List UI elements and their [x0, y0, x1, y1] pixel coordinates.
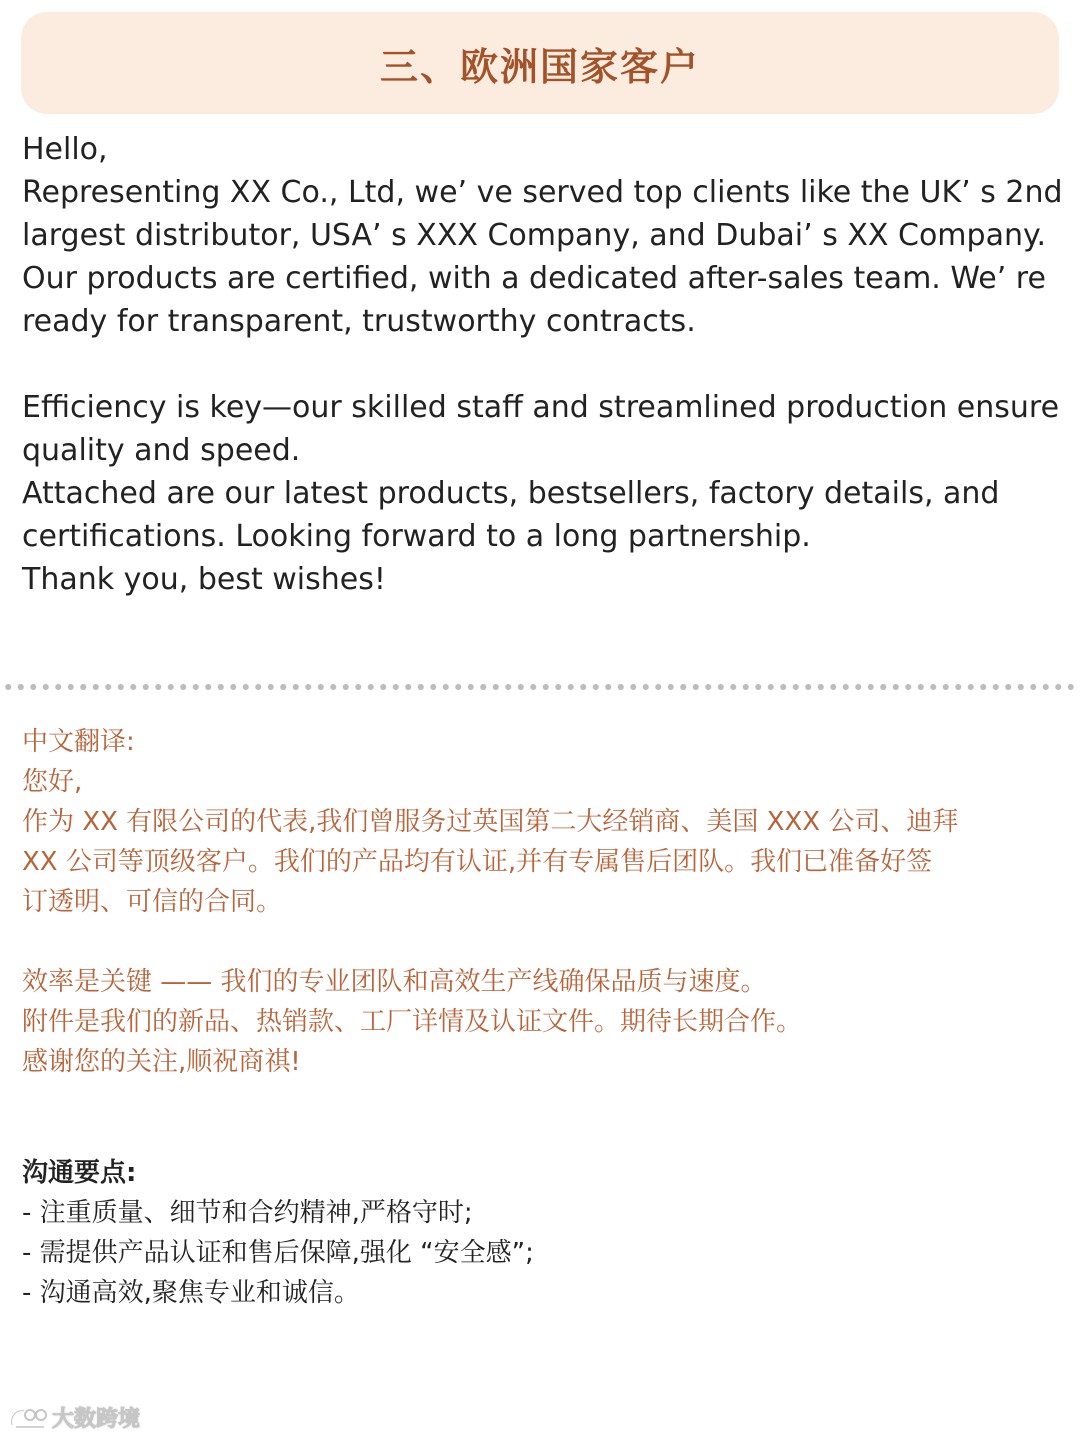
chinese-line: 作为 XX 有限公司的代表,我们曾服务过英国第二大经销商、美国 XXX 公司、迪拜	[22, 807, 959, 837]
chinese-line: 效率是关键 —— 我们的专业团队和高效生产线确保品质与速度。	[22, 967, 767, 997]
english-line: Hello,	[22, 132, 108, 167]
chinese-line: 附件是我们的新品、热销款、工厂详情及认证文件。期待长期合作。	[22, 1007, 803, 1037]
english-line: largest distributor, USA’ s XXX Company, and Dubai’ s XX Company.	[22, 218, 1046, 253]
brand-logo-icon	[8, 1405, 48, 1431]
english-line: Our products are certified, with a dedicated after-sales team. We’ re	[22, 261, 1046, 296]
english-line: certifications. Looking forward to a long partnership.	[22, 519, 811, 554]
dotted-divider	[0, 684, 1080, 690]
chinese-line: 您好,	[22, 767, 83, 797]
section-header	[21, 12, 1059, 114]
key-points-title: 沟通要点:	[22, 1158, 137, 1188]
paragraph-gap	[22, 922, 1062, 962]
english-line: Efficiency is key—our skilled staff and streamlined production ensure	[22, 390, 1060, 425]
page-title: 三、欧洲国家客户	[379, 43, 700, 89]
english-line: Attached are our latest products, bestsellers, factory details, and	[22, 476, 1000, 511]
chinese-line: XX 公司等顶级客户。我们的产品均有认证,并有专属售后团队。我们已准备好签	[22, 847, 933, 877]
english-line: Representing XX Co., Ltd, we’ ve served top clients like the UK’ s 2nd	[22, 175, 1063, 210]
chinese-line: 订透明、可信的合同。	[22, 887, 283, 917]
chinese-translation	[22, 722, 1062, 1082]
chinese-line: 中文翻译:	[22, 727, 135, 757]
watermark	[8, 1402, 140, 1433]
english-letter	[22, 128, 1062, 601]
key-points	[22, 1153, 1062, 1313]
chinese-line: 感谢您的关注,顺祝商祺!	[22, 1047, 301, 1077]
english-line: ready for transparent, trustworthy contracts.	[22, 304, 696, 339]
paragraph-gap	[22, 343, 1062, 386]
key-point-item: - 注重质量、细节和合约精神,严格守时;	[22, 1198, 473, 1228]
english-line: quality and speed.	[22, 433, 301, 468]
key-point-item: - 沟通高效,聚焦专业和诚信。	[22, 1278, 360, 1308]
english-line: Thank you, best wishes!	[22, 562, 386, 597]
key-point-item: - 需提供产品认证和售后保障,强化 “安全感”;	[22, 1238, 534, 1268]
watermark-text: 大数跨境	[52, 1407, 141, 1432]
